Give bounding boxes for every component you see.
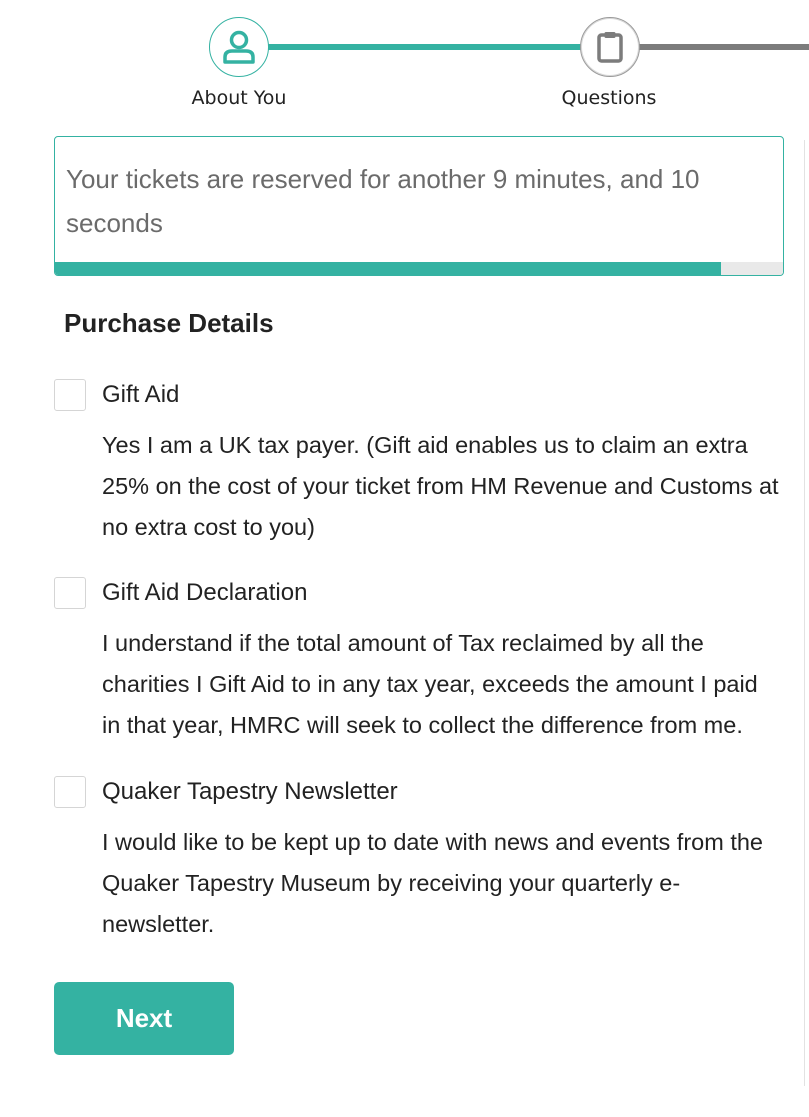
next-button[interactable]: Next — [54, 982, 234, 1055]
step-label-questions: Questions — [561, 87, 657, 109]
newsletter-description: I would like to be kept up to date with news and events from the Quaker Tapestry Museum by receiving your quarterly e-newsletter. — [102, 829, 763, 937]
gift-aid-declaration-title: Gift Aid Declaration — [102, 579, 308, 606]
reservation-progress-track — [55, 262, 783, 275]
clipboard-icon — [596, 30, 624, 64]
reservation-message: Your tickets are reserved for another 9 minutes, and 10 seconds — [66, 164, 700, 238]
step-label-about-you: About You — [191, 87, 287, 109]
reservation-timer-box — [54, 136, 784, 276]
step-connector-incomplete — [638, 44, 809, 50]
gift-aid-description: Yes I am a UK tax payer. (Gift aid enables us to claim an extra 25% on the cost of your ticket from HM Revenue and Customs at no extra cost to you) — [102, 432, 779, 540]
purchase-details-title: Purchase Details — [64, 308, 274, 338]
gift-aid-checkbox[interactable] — [54, 379, 86, 411]
newsletter-checkbox[interactable] — [54, 776, 86, 808]
step-about-you[interactable] — [209, 17, 269, 77]
side-panel-edge — [804, 140, 809, 1086]
step-connector-complete — [266, 44, 582, 50]
reservation-progress-fill — [55, 262, 721, 275]
gift-aid-declaration-checkbox[interactable] — [54, 577, 86, 609]
gift-aid-declaration-description: I understand if the total amount of Tax reclaimed by all the charities I Gift Aid to in any tax year, exceeds the amount I paid in that year, HMRC will seek to collect the difference from me. — [102, 630, 758, 738]
user-icon — [222, 29, 256, 65]
gift-aid-title: Gift Aid — [102, 381, 180, 408]
newsletter-title: Quaker Tapestry Newsletter — [102, 778, 398, 805]
step-questions[interactable] — [580, 17, 640, 77]
